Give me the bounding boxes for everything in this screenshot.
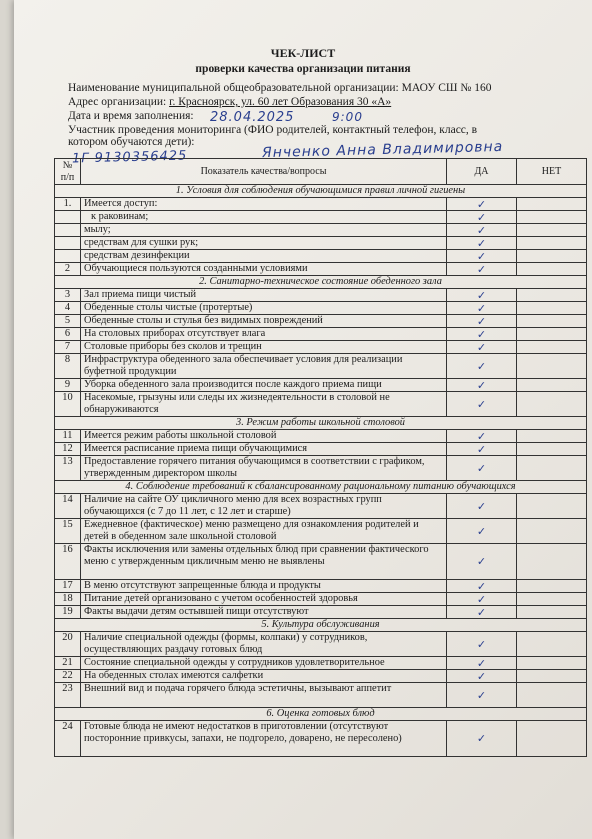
- row-number: 5: [55, 315, 81, 328]
- participant-line-2: котором обучаются дети):: [68, 136, 195, 148]
- row-question: Обучающиеся пользуются созданными условиями: [81, 263, 447, 276]
- row-question: Готовые блюда не имеют недостатков в приготовлении (отсутствуют посторонние привкусы, запахи, не подгорело, доварено, не пересолено): [81, 721, 447, 757]
- row-number: 11: [55, 430, 81, 443]
- section-header-row: [55, 185, 587, 198]
- row-no-check[interactable]: [517, 263, 587, 276]
- row-no-check[interactable]: [517, 580, 587, 593]
- row-number: 8: [55, 354, 81, 379]
- row-no-check[interactable]: [517, 302, 587, 315]
- row-no-check[interactable]: [517, 289, 587, 302]
- row-number: [55, 211, 81, 224]
- row-question: Насекомые, грызуны или следы их жизнедеятельности в столовой не обнаруживаются: [81, 392, 447, 417]
- row-yes-check[interactable]: ✓: [447, 580, 517, 593]
- table-row: [55, 315, 587, 328]
- row-yes-check[interactable]: ✓: [447, 289, 517, 302]
- row-question: Обеденные столы чистые (протертые): [81, 302, 447, 315]
- row-no-check[interactable]: [517, 224, 587, 237]
- table-row: [55, 721, 587, 757]
- row-number: 24: [55, 721, 81, 757]
- row-no-check[interactable]: [517, 392, 587, 417]
- row-yes-check[interactable]: ✓: [447, 198, 517, 211]
- row-number: 17: [55, 580, 81, 593]
- row-question: На обеденных столах имеются салфетки: [81, 670, 447, 683]
- row-yes-check[interactable]: ✓: [447, 593, 517, 606]
- row-yes-check[interactable]: ✓: [447, 237, 517, 250]
- row-no-check[interactable]: [517, 657, 587, 670]
- row-yes-check[interactable]: ✓: [447, 211, 517, 224]
- row-question: Имеется режим работы школьной столовой: [81, 430, 447, 443]
- table-row: [55, 683, 587, 708]
- row-no-check[interactable]: [517, 430, 587, 443]
- row-number: 10: [55, 392, 81, 417]
- table-row: [55, 519, 587, 544]
- table-row: [55, 544, 587, 580]
- row-yes-check[interactable]: ✓: [447, 224, 517, 237]
- row-no-check[interactable]: [517, 328, 587, 341]
- table-row: [55, 494, 587, 519]
- row-number: 7: [55, 341, 81, 354]
- handwritten-time: 9:00: [332, 110, 363, 124]
- table-row: [55, 224, 587, 237]
- row-yes-check[interactable]: ✓: [447, 302, 517, 315]
- row-question: Питание детей организовано с учетом особенностей здоровья: [81, 593, 447, 606]
- row-question: Наличие на сайте ОУ цикличного меню для всех возрастных групп обучающихся (с 7 до 11 лет, с 12 лет и старше): [81, 494, 447, 519]
- row-question: к раковинам;: [81, 211, 447, 224]
- table-row: [55, 443, 587, 456]
- row-no-check[interactable]: [517, 593, 587, 606]
- section-title: 4. Соблюдение требований к сбалансированному рациональному питанию обучающихся: [55, 481, 587, 494]
- row-no-check[interactable]: [517, 721, 587, 757]
- row-yes-check[interactable]: ✓: [447, 544, 517, 580]
- row-question: Инфраструктура обеденного зала обеспечивает условия для реализации буфетной продукции: [81, 354, 447, 379]
- table-row: [55, 657, 587, 670]
- section-header-row: [55, 619, 587, 632]
- row-no-check[interactable]: [517, 198, 587, 211]
- table-header-row: [55, 159, 587, 185]
- address-label: Адрес организации:: [68, 96, 167, 108]
- row-no-check[interactable]: [517, 211, 587, 224]
- row-no-check[interactable]: [517, 341, 587, 354]
- row-number: 23: [55, 683, 81, 708]
- row-question: средствам для сушки рук;: [81, 237, 447, 250]
- row-no-check[interactable]: [517, 683, 587, 708]
- row-number: 4: [55, 302, 81, 315]
- row-yes-check[interactable]: ✓: [447, 379, 517, 392]
- row-number: 13: [55, 456, 81, 481]
- row-number: 22: [55, 670, 81, 683]
- row-yes-check[interactable]: ✓: [447, 315, 517, 328]
- row-yes-check[interactable]: ✓: [447, 250, 517, 263]
- row-number: 16: [55, 544, 81, 580]
- table-row: [55, 289, 587, 302]
- org-line: [68, 82, 492, 94]
- document-title: ЧЕК-ЛИСТ: [270, 46, 336, 60]
- table-row: [55, 670, 587, 683]
- row-yes-check[interactable]: ✓: [447, 328, 517, 341]
- row-no-check[interactable]: [517, 670, 587, 683]
- row-yes-check[interactable]: ✓: [447, 721, 517, 757]
- row-yes-check[interactable]: ✓: [447, 606, 517, 619]
- row-no-check[interactable]: [517, 354, 587, 379]
- row-yes-check[interactable]: ✓: [447, 443, 517, 456]
- table-row: [55, 263, 587, 276]
- table-row: [55, 632, 587, 657]
- row-no-check[interactable]: [517, 519, 587, 544]
- table-row: [55, 593, 587, 606]
- row-no-check[interactable]: [517, 456, 587, 481]
- section-title: 5. Культура обслуживания: [55, 619, 587, 632]
- row-number: 3: [55, 289, 81, 302]
- row-yes-check[interactable]: ✓: [447, 354, 517, 379]
- row-question: Внешний вид и подача горячего блюда эстетичны, вызывают аппетит: [81, 683, 447, 708]
- section-header-row: [55, 481, 587, 494]
- col-question-header: Показатель качества/вопросы: [81, 159, 447, 185]
- section-title: 2. Санитарно-техническое состояние обеденного зала: [55, 276, 587, 289]
- row-number: 6: [55, 328, 81, 341]
- row-number: 14: [55, 494, 81, 519]
- section-title: 1. Условия для соблюдения обучающимися правил личной гигиены: [55, 185, 587, 198]
- row-yes-check[interactable]: ✓: [447, 632, 517, 657]
- row-question: Обеденные столы и стулья без видимых повреждений: [81, 315, 447, 328]
- row-yes-check[interactable]: ✓: [447, 657, 517, 670]
- checklist-sheet: [14, 0, 592, 839]
- section-header-row: [55, 276, 587, 289]
- section-title: 6. Оценка готовых блюд: [55, 708, 587, 721]
- row-yes-check[interactable]: ✓: [447, 392, 517, 417]
- row-number: 2: [55, 263, 81, 276]
- table-row: [55, 379, 587, 392]
- row-number: 15: [55, 519, 81, 544]
- table-row: [55, 354, 587, 379]
- row-question: мылу;: [81, 224, 447, 237]
- row-yes-check[interactable]: ✓: [447, 263, 517, 276]
- row-question: В меню отсутствуют запрещенные блюда и продукты: [81, 580, 447, 593]
- col-no-header: НЕТ: [517, 159, 587, 185]
- row-no-check[interactable]: [517, 250, 587, 263]
- row-no-check[interactable]: [517, 379, 587, 392]
- table-row: [55, 341, 587, 354]
- row-no-check[interactable]: [517, 606, 587, 619]
- table-row: [55, 250, 587, 263]
- row-number: 12: [55, 443, 81, 456]
- row-question: Факты выдачи детям остывшей пищи отсутствуют: [81, 606, 447, 619]
- col-yes-header: ДА: [447, 159, 517, 185]
- document-subtitle: проверки качества организации питания: [195, 63, 411, 75]
- row-number: 1.: [55, 198, 81, 211]
- address-value: г. Красноярск, ул. 60 лет Образования 30 «А»: [169, 96, 392, 108]
- org-label: Наименование муниципальной общеобразовательной организации:: [68, 82, 399, 94]
- checklist-table: [54, 158, 587, 757]
- table-row: [55, 430, 587, 443]
- row-no-check[interactable]: [517, 315, 587, 328]
- row-number: 19: [55, 606, 81, 619]
- table-row: [55, 392, 587, 417]
- table-row: [55, 606, 587, 619]
- row-yes-check[interactable]: ✓: [447, 494, 517, 519]
- handwritten-date: 28.04.2025: [210, 110, 295, 125]
- row-question: Уборка обеденного зала производится после каждого приема пищи: [81, 379, 447, 392]
- row-no-check[interactable]: [517, 237, 587, 250]
- row-question: Факты исключения или замены отдельных блюд при сравнении фактического меню с утвержденным цикличным меню не выявлены: [81, 544, 447, 580]
- section-title: 3. Режим работы школьной столовой: [55, 417, 587, 430]
- handwritten-phone: 1Г 9130356425: [71, 148, 188, 167]
- row-number: [55, 250, 81, 263]
- row-no-check[interactable]: [517, 494, 587, 519]
- participant-line-1: Участник проведения мониторинга (ФИО родителей, контактный телефон, класс, в: [68, 124, 478, 136]
- org-value: МАОУ СШ № 160: [401, 82, 492, 94]
- table-row: [55, 580, 587, 593]
- table-row: [55, 328, 587, 341]
- row-number: 20: [55, 632, 81, 657]
- table-row: [55, 302, 587, 315]
- table-row: [55, 237, 587, 250]
- row-no-check[interactable]: [517, 632, 587, 657]
- row-question: Наличие специальной одежды (формы, колпаки) у сотрудников, осуществляющих раздачу готовых блюд: [81, 632, 447, 657]
- row-question: средствам дезинфекции: [81, 250, 447, 263]
- row-yes-check[interactable]: ✓: [447, 670, 517, 683]
- address-line: [68, 96, 391, 108]
- row-number: 9: [55, 379, 81, 392]
- row-yes-check[interactable]: ✓: [447, 341, 517, 354]
- row-question: Ежедневное (фактическое) меню размещено для ознакомления родителей и детей в обеденном зале школьной столовой: [81, 519, 447, 544]
- row-yes-check[interactable]: ✓: [447, 683, 517, 708]
- table-row: [55, 198, 587, 211]
- row-question: Имеется расписание приема пищи обучающимися: [81, 443, 447, 456]
- date-label: Дата и время заполнения:: [68, 110, 194, 122]
- row-number: [55, 237, 81, 250]
- row-question: На столовых приборах отсутствует влага: [81, 328, 447, 341]
- row-yes-check[interactable]: ✓: [447, 456, 517, 481]
- row-number: [55, 224, 81, 237]
- row-question: Состояние специальной одежды у сотрудников удовлетворительное: [81, 657, 447, 670]
- section-header-row: [55, 708, 587, 721]
- handwritten-name: Янченко Анна Владимировна: [261, 138, 504, 162]
- row-question: Зал приема пищи чистый: [81, 289, 447, 302]
- row-yes-check[interactable]: ✓: [447, 519, 517, 544]
- row-question: Столовые приборы без сколов и трещин: [81, 341, 447, 354]
- section-header-row: [55, 417, 587, 430]
- row-number: 21: [55, 657, 81, 670]
- row-yes-check[interactable]: ✓: [447, 430, 517, 443]
- row-number: 18: [55, 593, 81, 606]
- table-row: [55, 211, 587, 224]
- row-no-check[interactable]: [517, 443, 587, 456]
- row-no-check[interactable]: [517, 544, 587, 580]
- row-question: Предоставление горячего питания обучающимся в соответствии с графиком, утвержденным директором школы: [81, 456, 447, 481]
- row-question: Имеется доступ:: [81, 198, 447, 211]
- date-line: [68, 110, 194, 122]
- table-row: [55, 456, 587, 481]
- col-num-header: № п/п: [55, 159, 81, 185]
